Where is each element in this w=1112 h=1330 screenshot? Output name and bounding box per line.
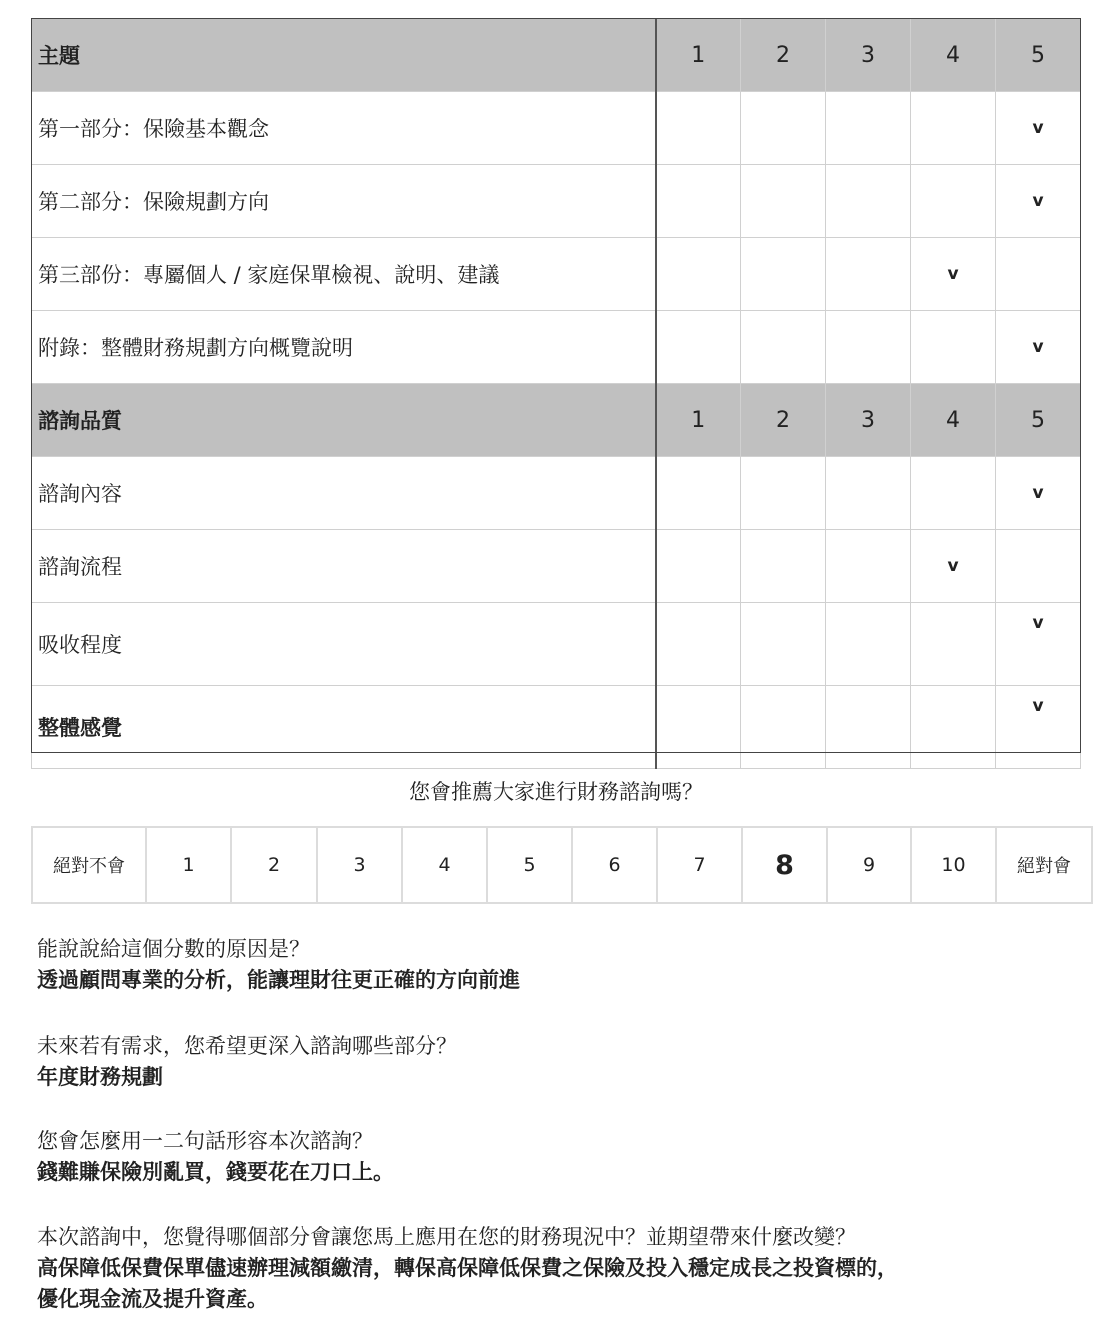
rating-cell-4[interactable] [911,92,996,165]
rating-row [32,457,1081,530]
qa-answer: 優化現金流及提升資產。 [37,1287,268,1311]
rating-cell-5[interactable]: v [996,603,1081,686]
scale-option-4[interactable]: 4 [402,827,487,903]
rating-cell-4[interactable] [911,311,996,384]
row-label: 附錄：整體財務規劃方向概覽說明 [32,311,656,384]
row-label: 吸收程度 [32,603,656,686]
rating-cell-1[interactable] [656,686,741,769]
rating-cell-5[interactable]: v [996,686,1081,769]
scale-label: 2 [741,19,826,92]
rating-row [32,603,1081,686]
rating-cell-3[interactable] [826,530,911,603]
rating-cell-3[interactable] [826,311,911,384]
qa-block [37,1222,898,1315]
rating-cell-4[interactable] [911,603,996,686]
scale-high-label: 絕對會 [996,827,1092,903]
qa-answer: 透過顧問專業的分析，能讓理財往更正確的方向前進 [37,968,520,992]
rating-cell-5[interactable]: v [996,165,1081,238]
scale-label: 3 [826,19,911,92]
scale-label: 1 [656,384,741,457]
rating-cell-3[interactable] [826,457,911,530]
qa-answer: 高保障低保費保單儘速辦理減額繳清，轉保高保障低保費之保險及投入穩定成長之投資標的， [37,1256,898,1280]
rating-cell-5[interactable] [996,238,1081,311]
qa-question: 能說說給這個分數的原因是？ [37,937,310,961]
rating-row [32,311,1081,384]
section-title: 主題 [32,19,656,92]
recommend-question: 您會推薦大家進行財務諮詢嗎？ [409,780,703,804]
rating-cell-2[interactable] [741,530,826,603]
scale-label: 1 [656,19,741,92]
row-label: 第一部分：保險基本觀念 [32,92,656,165]
rating-cell-2[interactable] [741,311,826,384]
qa-block [37,934,520,996]
scale-option-2[interactable]: 2 [231,827,317,903]
scale-label: 3 [826,384,911,457]
row-label: 整體感覺 [32,686,656,769]
rating-cell-1[interactable] [656,530,741,603]
rating-cell-3[interactable] [826,92,911,165]
rating-cell-3[interactable] [826,165,911,238]
rating-row [32,165,1081,238]
rating-cell-2[interactable] [741,603,826,686]
rating-cell-1[interactable] [656,165,741,238]
qa-question: 您會怎麼用一二句話形容本次諮詢？ [37,1129,373,1153]
scale-option-6[interactable]: 6 [572,827,657,903]
scale-label: 4 [911,19,996,92]
rating-cell-2[interactable] [741,457,826,530]
rating-cell-3[interactable] [826,603,911,686]
scale-option-5[interactable]: 5 [487,827,572,903]
scale-option-3[interactable]: 3 [317,827,402,903]
row-label: 第三部份：專屬個人 / 家庭保單檢視、說明、建議 [32,238,656,311]
scale-option-1[interactable]: 1 [146,827,231,903]
rating-table [31,18,1081,769]
rating-row [32,238,1081,311]
row-label: 第二部分：保險規劃方向 [32,165,656,238]
rating-cell-4[interactable] [911,165,996,238]
rating-cell-3[interactable] [826,238,911,311]
rating-row [32,92,1081,165]
scale-label: 5 [996,19,1081,92]
scale-label: 5 [996,384,1081,457]
section-title: 諮詢品質 [32,384,656,457]
rating-cell-1[interactable] [656,603,741,686]
rating-cell-5[interactable] [996,530,1081,603]
rating-cell-1[interactable] [656,457,741,530]
section-header-topic [32,19,1081,92]
rating-cell-2[interactable] [741,92,826,165]
qa-question: 未來若有需求，您希望更深入諮詢哪些部分？ [37,1034,457,1058]
section-header-quality [32,384,1081,457]
qa-answer: 年度財務規劃 [37,1065,163,1089]
rating-cell-5[interactable]: v [996,311,1081,384]
scale-label: 4 [911,384,996,457]
row-label: 諮詢內容 [32,457,656,530]
rating-cell-2[interactable] [741,686,826,769]
rating-row [32,686,1081,769]
rating-cell-1[interactable] [656,238,741,311]
scale-option-9[interactable]: 9 [827,827,911,903]
rating-cell-4[interactable] [911,457,996,530]
qa-block [37,1126,394,1188]
scale-option-7[interactable]: 7 [657,827,742,903]
rating-cell-2[interactable] [741,165,826,238]
scale-label: 2 [741,384,826,457]
rating-cell-1[interactable] [656,92,741,165]
recommend-scale [31,826,1093,904]
qa-block [37,1031,457,1093]
scale-option-8-selected[interactable]: 8 [742,827,827,903]
rating-cell-1[interactable] [656,311,741,384]
row-label: 諮詢流程 [32,530,656,603]
rating-cell-4[interactable]: v [911,530,996,603]
rating-row [32,530,1081,603]
scale-option-10[interactable]: 10 [911,827,996,903]
rating-cell-3[interactable] [826,686,911,769]
rating-cell-4[interactable]: v [911,238,996,311]
rating-cell-4[interactable] [911,686,996,769]
qa-question: 本次諮詢中，您覺得哪個部分會讓您馬上應用在您的財務現況中？並期望帶來什麼改變？ [37,1225,856,1249]
scale-low-label: 絕對不會 [32,827,146,903]
qa-answer: 錢難賺保險別亂買，錢要花在刀口上。 [37,1160,394,1184]
rating-cell-5[interactable]: v [996,457,1081,530]
rating-cell-5[interactable]: v [996,92,1081,165]
rating-cell-2[interactable] [741,238,826,311]
